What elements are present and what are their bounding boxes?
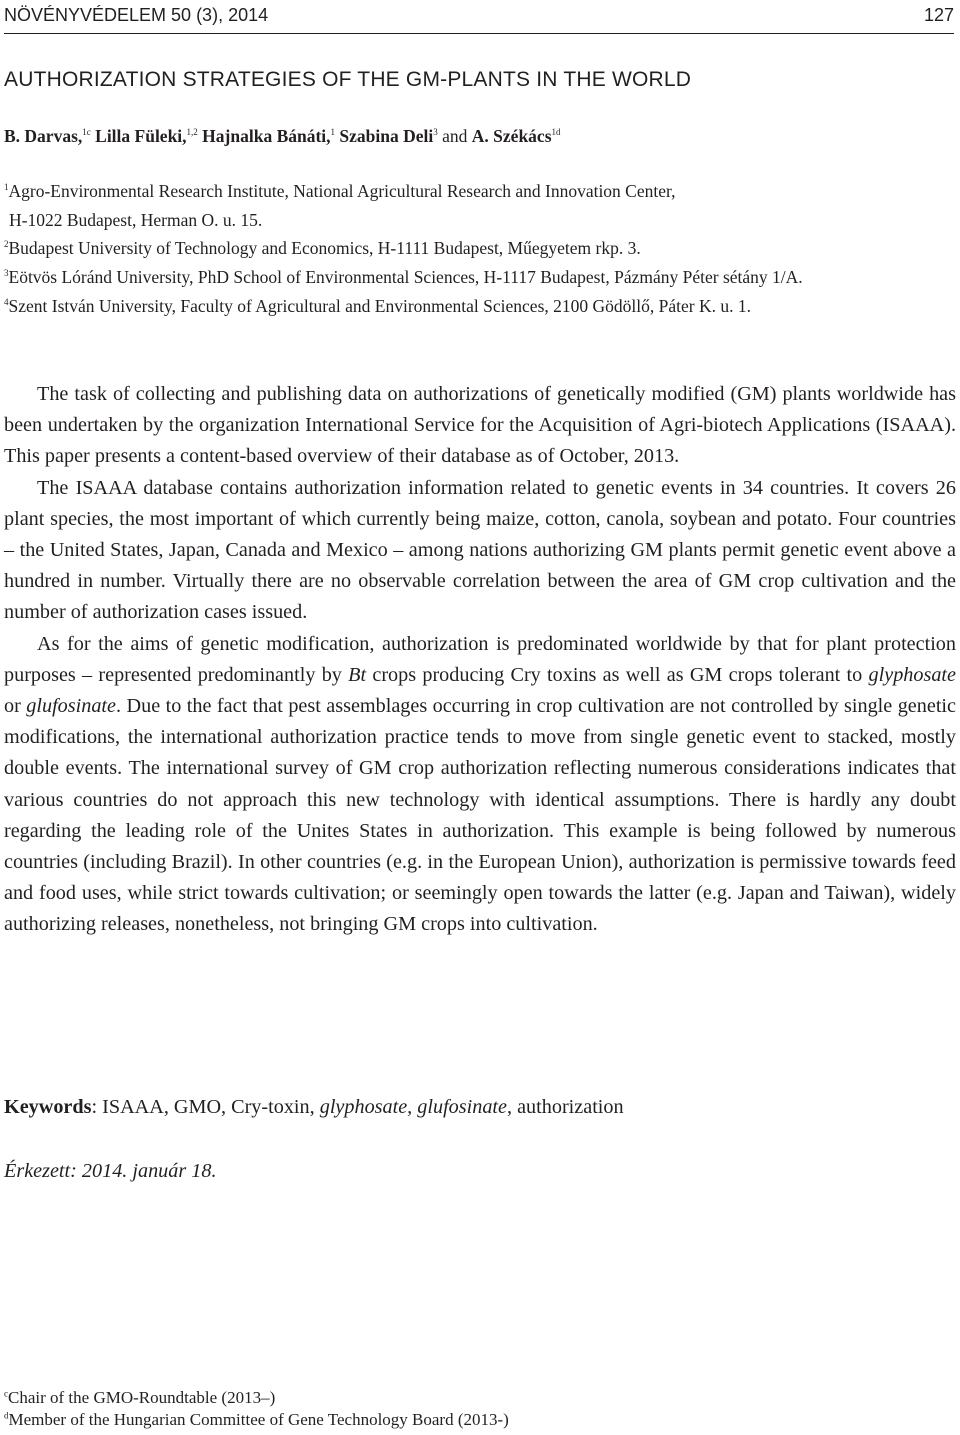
keywords	[4, 1096, 954, 1119]
author-affiliation-mark: 1c	[82, 127, 91, 138]
author-name: A. Székács	[471, 126, 552, 146]
author-name: Hajnalka Bánáti,	[202, 126, 331, 146]
italic-term: Bt	[348, 663, 367, 686]
author-affiliation-mark: 1d	[551, 127, 561, 138]
footnote-d	[4, 1410, 509, 1430]
affiliation-text: Budapest University of Technology and Economics, H-1111 Budapest, Műegyetem rkp. 3.	[8, 238, 641, 258]
abstract-paragraph: The ISAAA database contains authorization information related to genetic events in 34 countries. It covers 26 plant species, the most important of which currently being maize, cotton, canola, soybean and potato. Four countries – the United States, Japan, Canada and Mexico – among nations authorizing GM plants permit genetic event above a hundred in number. Virtually there are no observable correlation between the area of GM crop cultivation and the number of authorization cases issued.	[4, 476, 956, 624]
text-run: As for the aims of genetic modification, authorization is predominated worldwide by that for plant protection purposes – represented predominantly by	[4, 632, 956, 686]
keywords-text: : ISAAA, GMO, Cry-toxin,	[91, 1096, 320, 1118]
affiliation-3	[4, 267, 954, 288]
italic-term: glufosinate	[26, 695, 117, 718]
footnote-c	[4, 1388, 275, 1408]
footnote-mark: d	[4, 1410, 9, 1421]
running-header	[4, 3, 954, 34]
author-affiliation-mark: 1	[330, 127, 336, 138]
affiliation-4	[4, 296, 954, 317]
italic-term: glyphosate	[868, 663, 956, 686]
text-run: or	[4, 695, 27, 718]
author-conjunction: and	[442, 126, 468, 146]
affiliation-1-continued: H-1022 Budapest, Herman O. u. 15.	[9, 210, 263, 230]
affiliation-text: Eötvös Lóránd University, PhD School of Environmental Sciences, H-1117 Budapest, Pázmány Péter sétány 1/A.	[8, 267, 803, 287]
affiliation-mark: 3	[4, 268, 9, 279]
affiliation-2	[4, 238, 954, 259]
abstract-paragraph: The task of collecting and publishing data on authorizations of genetically modified (GM) plants worldwide has been undertaken by the organization International Service for the Acquisition of Agri-biotech Applications (ISAAA). This paper presents a content-based overview of their database as of October, 2013.	[4, 383, 956, 468]
affiliation-1	[4, 181, 954, 202]
footnote-mark: c	[4, 1388, 8, 1399]
affiliation-text: Agro-Environmental Research Institute, National Agricultural Research and Innovation Center,	[8, 181, 676, 201]
affiliation-mark: 2	[4, 239, 9, 250]
keywords-text: , authorization	[507, 1096, 624, 1118]
author-affiliation-mark: 1,2	[186, 127, 198, 138]
keywords-italic: glyphosate, glufosinate	[319, 1096, 507, 1118]
footnote-text: Member of the Hungarian Committee of Gene Technology Board (2013-)	[8, 1410, 509, 1429]
affiliation-mark: 1	[4, 182, 9, 193]
author-name: Lilla Füleki,	[95, 126, 187, 146]
abstract	[4, 379, 956, 941]
footnote-text: Chair of the GMO-Roundtable (2013–)	[8, 1388, 276, 1407]
journal-citation: NÖVÉNYVÉDELEM 50 (3), 2014	[4, 5, 269, 25]
text-run: . Due to the fact that pest assemblages occurring in crop cultivation are not controlled by single genetic modifications, the international authorization practice tends to move from single genetic event to stacked, mostly double events. The international survey of GM crop authorization reflecting numerous considerations indicates that various countries do not approach this new technology with identical assumptions. There is hardly any doubt regarding the leading role of the Unites States in authorization. This example is being followed by numerous countries (including Brazil). In other countries (e.g. in the European Union), authorization is permissive towards feed and food uses, while strict towards cultivation; or seemingly open towards the latter (e.g. Japan and Taiwan), widely authorizing releases, nonetheless, not bringing GM crops into cultivation.	[4, 695, 956, 936]
text-run: crops producing Cry toxins as well as GM crops tolerant to	[366, 663, 869, 686]
received-date: Érkezett: 2014. január 18.	[4, 1160, 217, 1182]
keywords-label: Keywords	[4, 1096, 92, 1118]
abstract-paragraph	[4, 629, 956, 941]
affiliation-mark: 4	[4, 297, 9, 308]
paper-title: AUTHORIZATION STRATEGIES OF THE GM-PLANTS IN THE WORLD	[4, 68, 692, 91]
author-list	[4, 126, 954, 147]
author-name: Szabina Deli	[339, 126, 434, 146]
author-affiliation-mark: 3	[433, 127, 438, 138]
page-number: 127	[923, 5, 954, 25]
affiliation-text: Szent István University, Faculty of Agricultural and Environmental Sciences, 2100 Gödöllő, Páter K. u. 1.	[8, 296, 751, 316]
author-name: B. Darvas,	[4, 126, 83, 146]
